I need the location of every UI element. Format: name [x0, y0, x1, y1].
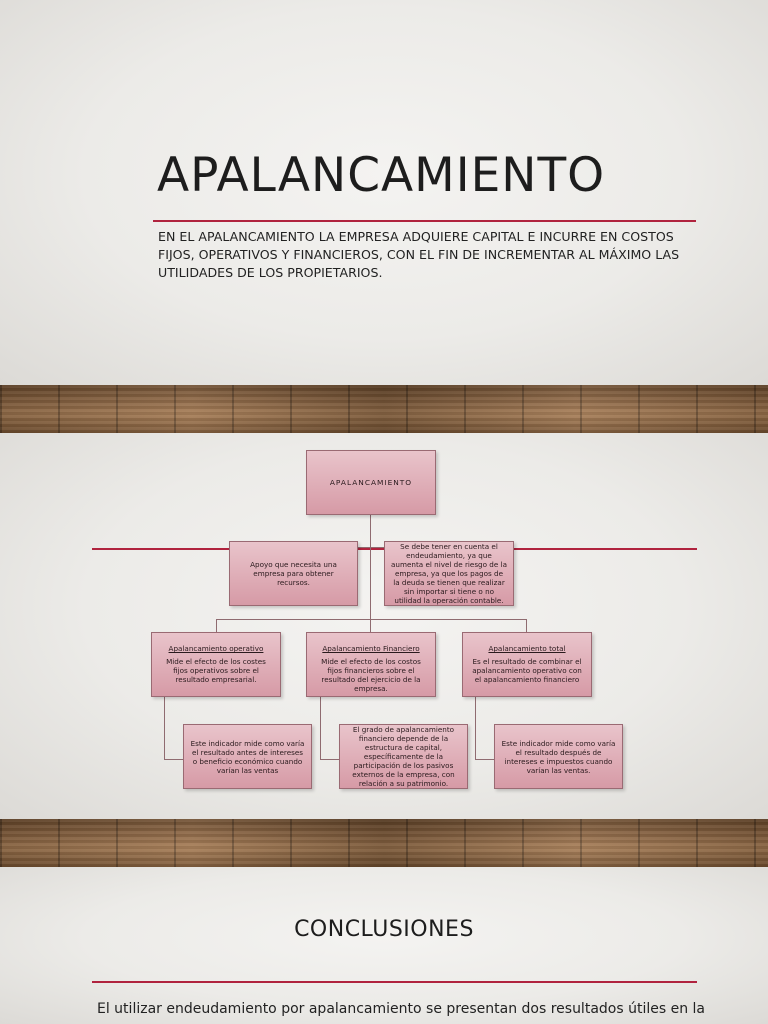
connector-detail-1-horizontal: [164, 759, 183, 760]
branch-box-financiero: [306, 632, 436, 697]
branch-text-total: Es el resultado de combinar el apalancamiento operativo con el apalancamiento financiero: [472, 657, 582, 684]
right-note-text: Se debe tener en cuenta el endeudamiento, ya que aumenta el nivel de riesgo de la empresa, ya que los pagos de la deuda se tienen que realizar sin importar si tiene o no utilidad la operación contable.: [391, 542, 507, 605]
connector-branches-horizontal: [216, 619, 527, 620]
branch-box-operativo: [151, 632, 281, 697]
conclusions-title: CONCLUSIONES: [294, 917, 474, 942]
diagram-root-label: APALANCAMIENTO: [329, 478, 413, 487]
detail-box-operativo: [183, 724, 312, 789]
detail-text-financiero: El grado de apalancamiento financiero depende de la estructura de capital, específicamente de la participación de los pasivos externos de la empresa, con relación a su patrimonio.: [352, 725, 455, 788]
connector-detail-2-horizontal: [320, 759, 339, 760]
branch-title-operativo: Apalancamiento operativo: [168, 644, 264, 653]
conclusions-divider: [92, 981, 697, 983]
detail-text-total: Este indicador mide como varía el resultado después de intereses e impuestos cuando varían las ventas.: [501, 738, 616, 775]
detail-text-operativo: Este indicador mide como varía el resultado antes de intereses o beneficio económico cuando varían las ventas: [190, 738, 305, 775]
connector-detail-1-vertical: [164, 697, 165, 759]
connector-detail-2-vertical: [320, 697, 321, 759]
slide-2: [0, 433, 768, 819]
detail-box-total: [494, 724, 623, 789]
branch-title-total: Apalancamiento total: [488, 644, 566, 653]
wood-floor-band: [0, 385, 768, 433]
diagram-right-note: [384, 541, 514, 606]
connector-detail-3-vertical: [475, 697, 476, 759]
connector-detail-3-horizontal: [475, 759, 494, 760]
wood-floor-band-2: [0, 819, 768, 867]
connector-branch-3-vertical: [526, 619, 527, 633]
branch-box-total: [462, 632, 592, 697]
connector-branch-1-vertical: [216, 619, 217, 633]
branch-text-operativo: Mide el efecto de los costes fijos operativos sobre el resultado empresarial.: [166, 657, 266, 684]
connector-notes-horizontal: [358, 547, 386, 548]
slide-title: APALANCAMIENTO: [157, 148, 606, 203]
diagram-left-note: [229, 541, 358, 606]
detail-box-financiero: [339, 724, 468, 789]
branch-title-financiero: Apalancamiento Financiero: [322, 644, 420, 653]
connector-root-vertical: [370, 515, 371, 633]
slide-1: [0, 0, 768, 385]
title-divider: [153, 220, 696, 222]
diagram-root-box: [306, 450, 436, 515]
slide-body-text: EN EL APALANCAMIENTO LA EMPRESA ADQUIERE CAPITAL E INCURRE EN COSTOS FIJOS, OPERATIVOS Y FINANCIEROS, CON EL FIN DE INCREMENTAR AL MÁXIMO LAS UTILIDADES DE LOS PROPIETARIOS.: [158, 229, 680, 280]
conclusions-body-text: El utilizar endeudamiento por apalancamiento se presentan dos resultados útiles en la: [97, 1001, 705, 1017]
branch-text-financiero: Mide el efecto de los costos fijos financieros sobre el resultado del ejercicio de la empresa.: [321, 657, 421, 693]
left-note-text: Apoyo que necesita una empresa para obtener recursos.: [250, 560, 337, 587]
